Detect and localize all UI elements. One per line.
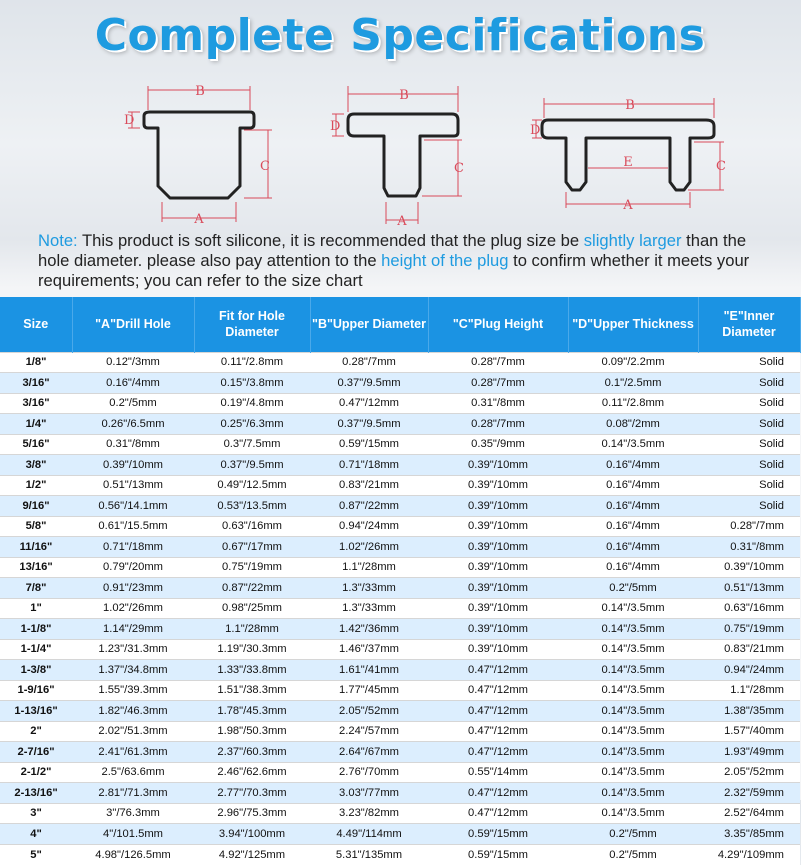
table-cell: 0.16"/4mm <box>568 516 698 537</box>
table-row <box>0 844 800 865</box>
note-highlight-1: slightly larger <box>583 231 682 250</box>
table-cell: 1.02"/26mm <box>310 537 428 558</box>
table-cell: 0.59"/15mm <box>310 434 428 455</box>
table-cell: 0.2"/5mm <box>568 844 698 865</box>
table-row <box>0 537 800 558</box>
table-header-row <box>0 297 800 352</box>
table-cell: 0.87"/22mm <box>310 496 428 517</box>
diagram-solid-plug <box>330 76 470 231</box>
table-cell: 0.31"/8mm <box>72 434 194 455</box>
dim-label-c: C <box>454 161 464 176</box>
dim-label-e: E <box>623 155 633 170</box>
table-cell: 0.25"/6.3mm <box>194 414 310 435</box>
size-cell: 7/8" <box>0 578 72 599</box>
table-cell: 0.31"/8mm <box>698 537 800 558</box>
table-cell: 0.71"/18mm <box>72 537 194 558</box>
table-cell: 1.1"/28mm <box>194 619 310 640</box>
size-cell: 2-1/2" <box>0 762 72 783</box>
dim-label-a: A <box>397 214 407 229</box>
size-cell: 2-13/16" <box>0 783 72 804</box>
table-cell: 1.1"/28mm <box>698 680 800 701</box>
table-cell: 3.94"/100mm <box>194 824 310 845</box>
table-cell: 0.39"/10mm <box>428 516 568 537</box>
table-cell: 0.51"/13mm <box>72 475 194 496</box>
table-row <box>0 578 800 599</box>
table-cell: 1.61"/41mm <box>310 660 428 681</box>
table-row <box>0 598 800 619</box>
size-chart <box>0 297 800 865</box>
dim-label-b: B <box>625 98 635 113</box>
table-cell: 0.26"/6.5mm <box>72 414 194 435</box>
table-cell: 0.14"/3.5mm <box>568 701 698 722</box>
table-cell: 3.03"/77mm <box>310 783 428 804</box>
table-cell: 1.37"/34.8mm <box>72 660 194 681</box>
dim-label-d: D <box>124 113 135 128</box>
size-cell: 3/8" <box>0 455 72 476</box>
table-cell: 0.53"/13.5mm <box>194 496 310 517</box>
table-cell: 0.91"/23mm <box>72 578 194 599</box>
table-cell: 1.23"/31.3mm <box>72 639 194 660</box>
table-cell: 0.47"/12mm <box>428 660 568 681</box>
table-cell: 0.39"/10mm <box>428 639 568 660</box>
table-cell: 0.39"/10mm <box>428 619 568 640</box>
table-cell: 0.3"/7.5mm <box>194 434 310 455</box>
table-row <box>0 742 800 763</box>
table-cell: 0.37"/9.5mm <box>194 455 310 476</box>
table-cell: 0.39"/10mm <box>428 578 568 599</box>
table-cell: 1.1"/28mm <box>310 557 428 578</box>
table-cell: 1.46"/37mm <box>310 639 428 660</box>
table-row <box>0 824 800 845</box>
table-cell: 0.14"/3.5mm <box>568 721 698 742</box>
table-cell: 2.41"/61.3mm <box>72 742 194 763</box>
table-cell: 0.39"/10mm <box>72 455 194 476</box>
table-cell: 0.47"/12mm <box>428 721 568 742</box>
dim-label-d: D <box>330 119 341 134</box>
table-cell: 1.82"/46.3mm <box>72 701 194 722</box>
size-cell: 11/16" <box>0 537 72 558</box>
size-cell: 9/16" <box>0 496 72 517</box>
table-cell: 2.52"/64mm <box>698 803 800 824</box>
table-row <box>0 639 800 660</box>
table-row <box>0 701 800 722</box>
table-row <box>0 373 800 394</box>
table-cell: 0.16"/4mm <box>568 475 698 496</box>
table-row <box>0 455 800 476</box>
table-cell: Solid <box>698 414 800 435</box>
table-cell: 0.19"/4.8mm <box>194 393 310 414</box>
table-cell: 0.14"/3.5mm <box>568 680 698 701</box>
table-cell: 0.75"/19mm <box>194 557 310 578</box>
table-cell: 0.09"/2.2mm <box>568 352 698 373</box>
table-cell: 3.35"/85mm <box>698 824 800 845</box>
table-cell: 0.39"/10mm <box>428 598 568 619</box>
header-upper-diameter: "B"Upper Diameter <box>310 297 428 352</box>
table-cell: 1.02"/26mm <box>72 598 194 619</box>
table-cell: 0.14"/3.5mm <box>568 619 698 640</box>
table-cell: 1.78"/45.3mm <box>194 701 310 722</box>
table-cell: 0.39"/10mm <box>698 557 800 578</box>
dim-label-c: C <box>716 159 726 174</box>
note-text-3: to confirm whether it meets your requirements; you can refer to the size chart <box>38 251 750 290</box>
table-cell: 0.37"/9.5mm <box>310 414 428 435</box>
size-cell: 1-9/16" <box>0 680 72 701</box>
table-cell: 2.02"/51.3mm <box>72 721 194 742</box>
table-cell: 0.94"/24mm <box>698 660 800 681</box>
table-cell: 1.42"/36mm <box>310 619 428 640</box>
table-cell: 1.51"/38.3mm <box>194 680 310 701</box>
table-cell: 1.93"/49mm <box>698 742 800 763</box>
table-cell: 0.39"/10mm <box>428 557 568 578</box>
table-cell: 0.49"/12.5mm <box>194 475 310 496</box>
table-cell: 0.39"/10mm <box>428 475 568 496</box>
table-row <box>0 660 800 681</box>
table-row <box>0 721 800 742</box>
table-cell: 0.1"/2.5mm <box>568 373 698 394</box>
table-cell: 0.75"/19mm <box>698 619 800 640</box>
table-cell: 0.16"/4mm <box>568 496 698 517</box>
size-cell: 3/16" <box>0 393 72 414</box>
table-cell: 4"/101.5mm <box>72 824 194 845</box>
table-cell: 2.96"/75.3mm <box>194 803 310 824</box>
table-body <box>0 352 800 865</box>
table-cell: Solid <box>698 496 800 517</box>
dim-label-a: A <box>623 198 633 213</box>
table-cell: 0.55"/14mm <box>428 762 568 783</box>
header-size: Size <box>0 297 72 352</box>
table-cell: 1.3"/33mm <box>310 598 428 619</box>
dim-label-b: B <box>195 84 205 99</box>
table-row <box>0 619 800 640</box>
table-cell: Solid <box>698 352 800 373</box>
table-cell: 2.05"/52mm <box>310 701 428 722</box>
table-cell: 0.47"/12mm <box>428 680 568 701</box>
table-cell: 0.35"/9mm <box>428 434 568 455</box>
table-cell: 1.98"/50.3mm <box>194 721 310 742</box>
table-cell: 1.55"/39.3mm <box>72 680 194 701</box>
table-cell: 2.81"/71.3mm <box>72 783 194 804</box>
table-cell: 0.16"/4mm <box>568 537 698 558</box>
table-cell: 0.67"/17mm <box>194 537 310 558</box>
table-cell: 0.37"/9.5mm <box>310 373 428 394</box>
size-cell: 1-1/8" <box>0 619 72 640</box>
table-cell: 0.79"/20mm <box>72 557 194 578</box>
table-cell: 1.33"/33.8mm <box>194 660 310 681</box>
table-cell: 0.11"/2.8mm <box>568 393 698 414</box>
table-row <box>0 393 800 414</box>
table-cell: 2.76"/70mm <box>310 762 428 783</box>
table-cell: 4.98"/126.5mm <box>72 844 194 865</box>
size-cell: 13/16" <box>0 557 72 578</box>
table-cell: 0.14"/3.5mm <box>568 762 698 783</box>
table-cell: 0.39"/10mm <box>428 537 568 558</box>
header-plug-height: "C"Plug Height <box>428 297 568 352</box>
table-cell: 0.2"/5mm <box>568 824 698 845</box>
table-cell: 0.28"/7mm <box>428 352 568 373</box>
table-row <box>0 496 800 517</box>
table-row <box>0 783 800 804</box>
table-cell: 0.83"/21mm <box>698 639 800 660</box>
table-cell: 0.71"/18mm <box>310 455 428 476</box>
size-cell: 5/8" <box>0 516 72 537</box>
table-cell: 0.47"/12mm <box>428 803 568 824</box>
size-cell: 5/16" <box>0 434 72 455</box>
table-cell: 3"/76.3mm <box>72 803 194 824</box>
dim-label-c: C <box>260 159 270 174</box>
table-cell: 0.94"/24mm <box>310 516 428 537</box>
table-cell: 0.16"/4mm <box>568 455 698 476</box>
table-cell: 0.14"/3.5mm <box>568 639 698 660</box>
size-cell: 4" <box>0 824 72 845</box>
dim-label-d: D <box>530 123 541 138</box>
table-cell: 0.87"/22mm <box>194 578 310 599</box>
table-row <box>0 803 800 824</box>
table-cell: 0.08"/2mm <box>568 414 698 435</box>
dim-label-b: B <box>399 88 409 103</box>
table-cell: 0.14"/3.5mm <box>568 742 698 763</box>
size-cell: 3" <box>0 803 72 824</box>
table-cell: 0.16"/4mm <box>568 557 698 578</box>
table-cell: 1.14"/29mm <box>72 619 194 640</box>
table-cell: 0.2"/5mm <box>72 393 194 414</box>
table-cell: 0.63"/16mm <box>194 516 310 537</box>
diagram-tapered-plug <box>120 76 280 231</box>
table-cell: 4.92"/125mm <box>194 844 310 865</box>
page-title: Complete Specifications <box>94 10 706 61</box>
table-cell: 0.61"/15.5mm <box>72 516 194 537</box>
table-cell: 4.49"/114mm <box>310 824 428 845</box>
table-cell: 0.2"/5mm <box>568 578 698 599</box>
header-fit-hole-diameter: Fit for Hole Diameter <box>194 297 310 352</box>
table-cell: 2.24"/57mm <box>310 721 428 742</box>
size-cell: 1/8" <box>0 352 72 373</box>
size-cell: 2" <box>0 721 72 742</box>
table-cell: 0.31"/8mm <box>428 393 568 414</box>
table-row <box>0 557 800 578</box>
table-cell: 0.28"/7mm <box>428 373 568 394</box>
size-cell: 1/4" <box>0 414 72 435</box>
note-text-2: than the hole diameter. please also pay attention to the <box>38 231 747 270</box>
table-cell: 2.64"/67mm <box>310 742 428 763</box>
table-cell: 0.56"/14.1mm <box>72 496 194 517</box>
size-cell: 5" <box>0 844 72 865</box>
size-cell: 1-13/16" <box>0 701 72 722</box>
table-cell: 2.5"/63.6mm <box>72 762 194 783</box>
diagram-hollow-plug <box>530 76 730 231</box>
table-cell: 0.14"/3.5mm <box>568 783 698 804</box>
size-cell: 1-3/8" <box>0 660 72 681</box>
table-cell: 0.47"/12mm <box>428 701 568 722</box>
table-cell: 2.32"/59mm <box>698 783 800 804</box>
table-cell: 0.14"/3.5mm <box>568 434 698 455</box>
size-cell: 1" <box>0 598 72 619</box>
size-cell: 2-7/16" <box>0 742 72 763</box>
header-inner-diameter: "E"Inner Diameter <box>698 297 800 352</box>
table-cell: 2.05"/52mm <box>698 762 800 783</box>
table-cell: 5.31"/135mm <box>310 844 428 865</box>
table-cell: Solid <box>698 373 800 394</box>
header-drill-hole: "A"Drill Hole <box>72 297 194 352</box>
note-highlight-2: height of the plug <box>381 251 509 270</box>
table-cell: Solid <box>698 475 800 496</box>
size-cell: 3/16" <box>0 373 72 394</box>
table-cell: 0.39"/10mm <box>428 496 568 517</box>
table-cell: 0.47"/12mm <box>428 783 568 804</box>
table-cell: 3.23"/82mm <box>310 803 428 824</box>
table-cell: 0.98"/25mm <box>194 598 310 619</box>
table-cell: 0.47"/12mm <box>310 393 428 414</box>
table-row <box>0 475 800 496</box>
table-cell: 0.15"/3.8mm <box>194 373 310 394</box>
note-label: Note: <box>38 231 78 250</box>
table-cell: 1.38"/35mm <box>698 701 800 722</box>
table-cell: 0.59"/15mm <box>428 844 568 865</box>
table-cell: 0.14"/3.5mm <box>568 660 698 681</box>
table-row <box>0 434 800 455</box>
table-cell: 0.16"/4mm <box>72 373 194 394</box>
table-cell: 0.28"/7mm <box>310 352 428 373</box>
table-row <box>0 762 800 783</box>
table-cell: 2.46"/62.6mm <box>194 762 310 783</box>
table-cell: 0.28"/7mm <box>428 414 568 435</box>
table-row <box>0 414 800 435</box>
table-cell: Solid <box>698 455 800 476</box>
table-cell: 0.12"/3mm <box>72 352 194 373</box>
table-cell: 1.3"/33mm <box>310 578 428 599</box>
table-cell: 0.83"/21mm <box>310 475 428 496</box>
table-row <box>0 352 800 373</box>
table-cell: 0.14"/3.5mm <box>568 803 698 824</box>
table-cell: 0.39"/10mm <box>428 455 568 476</box>
table-cell: 1.77"/45mm <box>310 680 428 701</box>
header-upper-thickness: "D"Upper Thickness <box>568 297 698 352</box>
size-cell: 1-1/4" <box>0 639 72 660</box>
note-paragraph <box>38 231 778 291</box>
table-cell: 0.28"/7mm <box>698 516 800 537</box>
table-cell: 0.63"/16mm <box>698 598 800 619</box>
table-cell: 0.51"/13mm <box>698 578 800 599</box>
table-cell: 2.37"/60.3mm <box>194 742 310 763</box>
table-cell: 1.57"/40mm <box>698 721 800 742</box>
table-cell: Solid <box>698 434 800 455</box>
size-cell: 1/2" <box>0 475 72 496</box>
dim-label-a: A <box>194 212 204 227</box>
note-text-1: This product is soft silicone, it is recommended that the plug size be <box>77 231 584 250</box>
table-cell: 0.59"/15mm <box>428 824 568 845</box>
table-cell: 0.11"/2.8mm <box>194 352 310 373</box>
table-cell: 0.14"/3.5mm <box>568 598 698 619</box>
plug-diagrams <box>0 76 800 228</box>
table-cell: 2.77"/70.3mm <box>194 783 310 804</box>
table-cell: Solid <box>698 393 800 414</box>
table-cell: 1.19"/30.3mm <box>194 639 310 660</box>
table-row <box>0 680 800 701</box>
table-cell: 4.29"/109mm <box>698 844 800 865</box>
table-row <box>0 516 800 537</box>
size-table <box>0 297 801 865</box>
table-cell: 0.47"/12mm <box>428 742 568 763</box>
